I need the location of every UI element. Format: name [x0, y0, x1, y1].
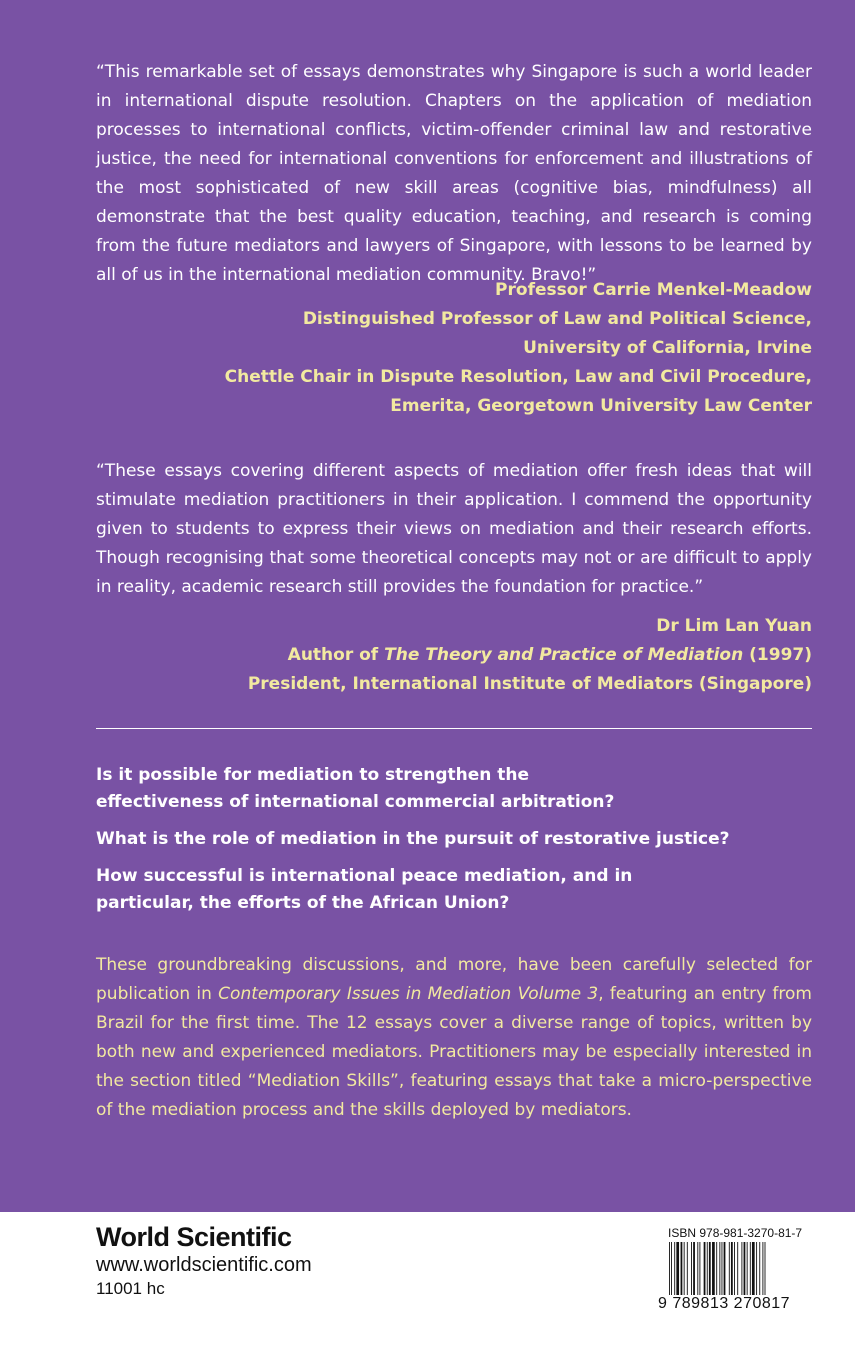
- publisher-footer: [0, 1212, 855, 1360]
- questions-list: [96, 762, 812, 927]
- blurb-intro: These groundbreaking discussions, and more, have been carefully selected for publication in: [96, 955, 812, 1004]
- attribution-2-name: Dr Lim Lan Yuan: [656, 616, 812, 636]
- blurb-rest: , featuring an entry from Brazil for the first time. The 12 essays cover a diverse range of topics, written by both new and experienced mediators. Practitioners may be especially interested in the section titled “Mediation Skills”, featuring essays that take a micro-perspective of the mediation process and the skills deployed by mediators.: [96, 984, 812, 1120]
- quote-1-text: “This remarkable set of essays demonstrates why Singapore is such a world leader in international dispute resolution. Chapters on the application of mediation processes to international conflicts, victim-offender criminal law and restorative justice, the need for international conventions for enforcement and illustrations of the most sophisticated of new skill areas (cognitive bias, mindfulness) all demonstrate that the best quality education, teaching, and research is coming from the future mediators and lawyers of Singapore, with lessons to be learned by all of us in the international mediation community. Bravo!”: [96, 62, 812, 285]
- publisher-website: www.worldscientific.com: [96, 1254, 312, 1276]
- barcode-digits: 9 789813 270817: [658, 1295, 818, 1313]
- isbn-label: ISBN 978-981-3270-81-7: [668, 1226, 803, 1240]
- attribution-1-line-4: Chettle Chair in Dispute Resolution, Law and Civil Procedure,: [224, 367, 812, 387]
- endorsement-quote-1: [96, 58, 812, 290]
- question-item: What is the role of mediation in the pursuit of restorative justice?: [96, 829, 730, 849]
- publisher-name: World Scientific: [96, 1222, 292, 1252]
- blurb-book-title: Contemporary Issues in Mediation Volume 3: [218, 984, 599, 1004]
- quote-2-attribution: [92, 612, 812, 699]
- attribution-1-line-2: Distinguished Professor of Law and Political Science,: [302, 309, 812, 329]
- attribution-1-line-5: Emerita, Georgetown University Law Center: [390, 396, 812, 416]
- attribution-2-book-year: (1997): [743, 645, 812, 665]
- endorsement-quote-2: [96, 457, 812, 602]
- question-item: How successful is international peace mediation, and in particular, the efforts of the African Union?: [96, 866, 633, 913]
- question-item: Is it possible for mediation to strengthen the effectiveness of international commercial arbitration?: [96, 765, 615, 812]
- section-divider: [96, 728, 812, 729]
- attribution-2-book: [92, 641, 812, 670]
- book-description: [96, 951, 812, 1125]
- attribution-2-author-prefix: Author of: [287, 645, 385, 665]
- attribution-2-role: President, International Institute of Mediators (Singapore): [247, 674, 812, 694]
- quote-2-text: “These essays covering different aspects of mediation offer fresh ideas that will stimulate mediation practitioners in their application. I commend the opportunity given to students to express their views on mediation and their research efforts. Though recognising that some theoretical concepts may not or are difficult to apply in reality, academic research still provides the foundation for practice.”: [96, 461, 812, 597]
- quote-1-attribution: [92, 276, 812, 421]
- attribution-1-name: Professor Carrie Menkel-Meadow: [495, 280, 812, 300]
- product-code: 11001 hc: [96, 1279, 165, 1298]
- attribution-1-line-3: University of California, Irvine: [523, 338, 812, 358]
- attribution-2-book-title: The Theory and Practice of Mediation: [384, 645, 744, 665]
